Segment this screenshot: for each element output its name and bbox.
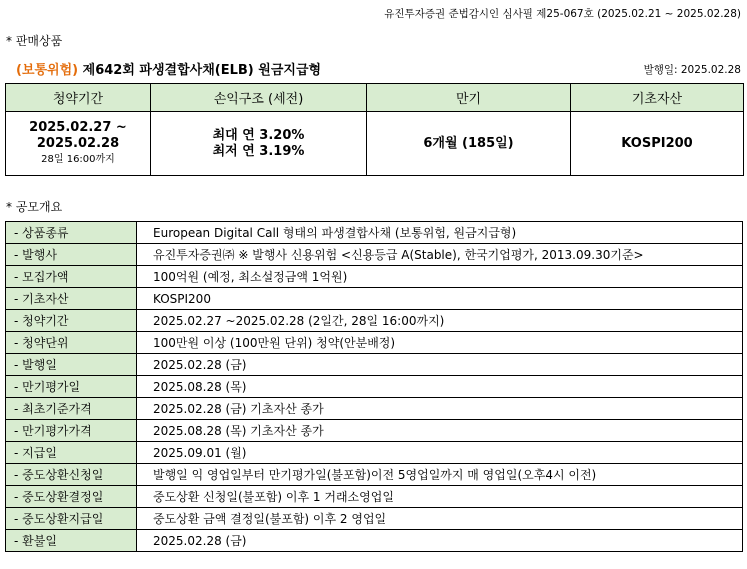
overview-row [6,486,743,508]
overview-label: - 중도상환지급일 [6,508,137,530]
overview-label: - 지급일 [6,442,137,464]
header-maturity: 만기 [367,84,571,112]
overview-label: - 청약기간 [6,310,137,332]
overview-row [6,244,743,266]
overview-value: 중도상환 신청일(불포함) 이후 1 거래소영업일 [137,486,743,508]
overview-row [6,222,743,244]
overview-label: - 만기평가일 [6,376,137,398]
subscription-start: 2025.02.27 ~ [29,119,127,135]
overview-row [6,530,743,552]
return-max: 최대 연 3.20% [212,127,305,143]
overview-row [6,464,743,486]
cell-underlying: KOSPI200 [571,112,744,176]
overview-row [6,508,743,530]
overview-row [6,310,743,332]
overview-row [6,398,743,420]
overview-value: 2025.02.28 (금) [137,354,743,376]
overview-value: 2025.02.28 (금) [137,530,743,552]
cell-maturity: 6개월 (185일) [367,112,571,176]
overview-row [6,332,743,354]
overview-label: - 발행사 [6,244,137,266]
overview-value: 2025.09.01 (월) [137,442,743,464]
overview-value: 중도상환 금액 결정일(불포함) 이후 2 영업일 [137,508,743,530]
overview-label: - 만기평가가격 [6,420,137,442]
overview-label: - 기초자산 [6,288,137,310]
product-name: 제642회 파생결합사채(ELB) 원금지급형 [82,63,322,78]
overview-value: 발행일 익 영업일부터 만기평가일(불포함)이전 5영업일까지 매 영업일(오후4시 이전) [137,464,743,486]
overview-label: - 중도상환신청일 [6,464,137,486]
return-min: 최저 연 3.19% [212,143,305,159]
review-notice: 유진투자증권 준법감시인 심사필 제25-067호 (2025.02.21 ~ 2025.02.28) [384,8,741,20]
header-underlying: 기초자산 [571,84,744,112]
overview-label: - 최초기준가격 [6,398,137,420]
cell-subscription-period [6,112,151,176]
header-subscription-period: 청약기간 [6,84,151,112]
risk-label: (보통위험) [16,63,79,78]
overview-value: 100억원 (예정, 최소설정금액 1억원) [137,266,743,288]
overview-row [6,420,743,442]
overview-value: KOSPI200 [137,288,743,310]
subscription-end: 2025.02.28 [36,135,120,151]
overview-row [6,266,743,288]
overview-value: 2025.02.27 ~2025.02.28 (2일간, 28일 16:00까지) [137,310,743,332]
overview-value: 2025.02.28 (금) 기초자산 종가 [137,398,743,420]
overview-label: - 모집가액 [6,266,137,288]
overview-row [6,376,743,398]
summary-header-row [6,84,744,112]
overview-value: 유진투자증권㈜ ※ 발행사 신용위험 <신용등급 A(Stable), 한국기업평가, 2013.09.30기준> [137,244,743,266]
product-section-heading: * 판매상품 [6,34,63,48]
subscription-note: 28일 16:00까지 [41,153,115,165]
overview-value: European Digital Call 형태의 파생결합사채 (보통위험, 원금지급형) [137,222,743,244]
overview-row [6,354,743,376]
overview-row [6,442,743,464]
issue-date: 발행일: 2025.02.28 [643,64,741,76]
overview-label: - 중도상환결정일 [6,486,137,508]
overview-label: - 환불일 [6,530,137,552]
cell-return-structure [151,112,367,176]
product-title [16,59,321,78]
overview-label: - 상품종류 [6,222,137,244]
header-return-structure: 손익구조 (세전) [151,84,367,112]
summary-table [5,83,744,176]
overview-section-heading: * 공모개요 [6,200,63,214]
summary-data-row [6,112,744,176]
overview-row [6,288,743,310]
overview-value: 2025.08.28 (목) [137,376,743,398]
overview-label: - 발행일 [6,354,137,376]
overview-value: 2025.08.28 (목) 기초자산 종가 [137,420,743,442]
overview-label: - 청약단위 [6,332,137,354]
overview-value: 100만원 이상 (100만원 단위) 청약(안분배정) [137,332,743,354]
overview-table [5,221,743,552]
